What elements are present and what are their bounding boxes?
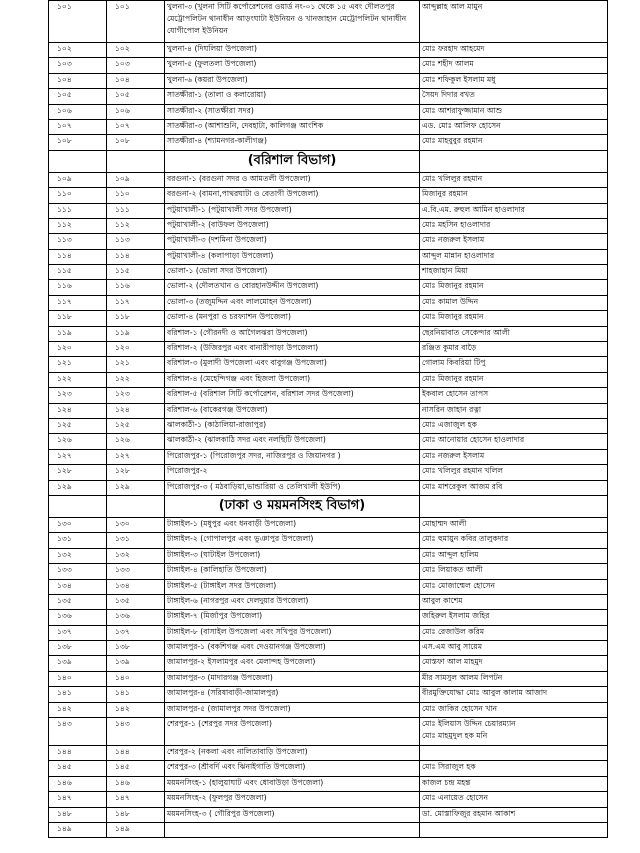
constituency-cell: ময়মনসিংহ-৩ ( গৌরিপুর উপজেলা) xyxy=(165,807,420,822)
candidate-name-cell: মোঃ আনোয়ার হোসেন হাওলাদার xyxy=(420,434,608,449)
seat-number-cell: ১০৭ xyxy=(107,119,165,134)
serial-number-cell: ১৪৮ xyxy=(49,807,107,822)
candidate-name-cell: গোলাম কিবরিয়া টিপু xyxy=(420,357,608,372)
table-row xyxy=(49,807,608,822)
constituency-cell: খুলনা-৪ (দিঘলিয়া উপজেলা) xyxy=(165,43,420,58)
seat-number-cell: ১৪৯ xyxy=(107,822,165,837)
serial-number-cell: ১৩৫ xyxy=(49,594,107,609)
candidate-name-cell: ডা. মোস্তাফিজুর রহমান আকাশ xyxy=(420,807,608,822)
constituency-cell: সাতক্ষীরা-৩ (আশাশুনি, দেবহাটা, কালিগঞ্জ আংশিক xyxy=(165,119,420,134)
serial-number-cell: ১৩১ xyxy=(49,533,107,548)
division-title: (বরিশাল বিভাগ) xyxy=(165,150,420,172)
table-row xyxy=(49,342,608,357)
table-row xyxy=(49,119,608,134)
serial-number-cell: ১৪৫ xyxy=(49,761,107,776)
table-row xyxy=(49,434,608,449)
seat-number-cell: ১৩০ xyxy=(107,517,165,532)
candidate-name-cell: জহিরুল ইসলাম জহির xyxy=(420,610,608,625)
candidate-name-cell xyxy=(420,822,608,837)
candidate-name-cell: ইকবাল হোসেন তাপস xyxy=(420,388,608,403)
seat-number-cell: ১১৪ xyxy=(107,249,165,264)
seat-number-cell: ১১৩ xyxy=(107,234,165,249)
seat-number-cell: ১০৪ xyxy=(107,73,165,88)
serial-number-cell: ১১৬ xyxy=(49,280,107,295)
division-header-row xyxy=(49,150,608,172)
seat-number-cell: ১০৫ xyxy=(107,89,165,104)
candidate-name-cell: মোস্তফা আল মাহমুদ xyxy=(420,656,608,671)
candidate-name-cell: মোঃ নজরুল ইসলাম xyxy=(420,234,608,249)
serial-number-cell: ১৪১ xyxy=(49,687,107,702)
constituency-cell: ঝালকাঠী-২ (ঝালকাঠি সদর এবং নলছিটি উপজেলা) xyxy=(165,434,420,449)
serial-number-cell: ১৪০ xyxy=(49,671,107,686)
seat-number-cell: ১২২ xyxy=(107,372,165,387)
seat-number-cell: ১১২ xyxy=(107,218,165,233)
candidate-name-cell: মোঃ হুমায়ুন কবির তালুকদার xyxy=(420,533,608,548)
empty-cell xyxy=(49,150,107,172)
candidate-name-cell: মোঃ খলিলুর রহমান খলিল xyxy=(420,465,608,480)
constituency-cell: ভোলা-১ (ভোলা সদর উপজেলা) xyxy=(165,265,420,280)
seat-number-cell: ১২০ xyxy=(107,342,165,357)
constituency-cell: ঝালকাঠী-১ (কাঠালিয়া-রাজাপুর) xyxy=(165,418,420,433)
seat-number-cell: ১৪২ xyxy=(107,702,165,717)
constituency-cell: ময়মনসিংহ-২ (ফুলপুর উপজেলা) xyxy=(165,792,420,807)
seat-number-cell: ১৪৬ xyxy=(107,776,165,791)
constituency-cell: জামালপুর-৪ (সরিষাবাড়ী-জামালপুর) xyxy=(165,687,420,702)
seat-number-cell: ১২৮ xyxy=(107,465,165,480)
constituency-cell: বরগুনা-১ (বরগুনা সদর ও আমতলী উপজেলা) xyxy=(165,172,420,187)
table-row xyxy=(49,641,608,656)
table-row xyxy=(49,218,608,233)
serial-number-cell: ১২৭ xyxy=(49,449,107,464)
serial-number-cell: ১২৪ xyxy=(49,403,107,418)
table-row xyxy=(49,135,608,150)
serial-number-cell: ১০৩ xyxy=(49,58,107,73)
serial-number-cell: ১২২ xyxy=(49,372,107,387)
serial-number-cell: ১৩০ xyxy=(49,517,107,532)
candidate-name: মোঃ ইলিয়াস উদ্দিন চেয়ারম্যান xyxy=(422,719,516,729)
serial-number-cell: ১৪৩ xyxy=(49,718,107,746)
seat-number-cell: ১০৩ xyxy=(107,58,165,73)
serial-number-cell: ১৪৭ xyxy=(49,792,107,807)
candidate-name-cell: এ.বি.এম. রুহুল আমিন হাওলাদার xyxy=(420,203,608,218)
candidate-name-cell: মোঃ মহসিন হাওলাদার xyxy=(420,218,608,233)
constituency-cell: খুলনা-৫ (ফুলতলা উপজেলা) xyxy=(165,58,420,73)
empty-cell xyxy=(107,495,165,517)
table-row xyxy=(49,533,608,548)
candidate-name-cell: মোঃ আশরাফুজ্জামান আশু xyxy=(420,104,608,119)
candidate-name-cell: মোঃ মাশরেকুল আজম রবি xyxy=(420,480,608,495)
serial-number-cell: ১১৯ xyxy=(49,326,107,341)
serial-number-cell: ১২০ xyxy=(49,342,107,357)
table-row xyxy=(49,388,608,403)
table-row xyxy=(49,718,608,746)
seat-number-cell: ১৩৬ xyxy=(107,610,165,625)
seat-number-cell: ১১৭ xyxy=(107,295,165,310)
candidate-name-cell xyxy=(420,746,608,761)
serial-number-cell: ১৩৯ xyxy=(49,656,107,671)
candidate-name-cell: মোঃ নজরুল ইসলাম xyxy=(420,449,608,464)
serial-number-cell: ১৩৪ xyxy=(49,579,107,594)
seat-number-cell: ১৩৯ xyxy=(107,656,165,671)
table-row xyxy=(49,43,608,58)
serial-number-cell: ১০৬ xyxy=(49,104,107,119)
constituency-cell: বরিশাল-১ (গৌরনদী ও আগৈলঝরা উপজেলা) xyxy=(165,326,420,341)
constituency-cell: টাঙ্গাইল-১ (মধুপুর এবং ধনবাড়ী উপজেলা) xyxy=(165,517,420,532)
table-row xyxy=(49,656,608,671)
candidate-name-cell: মোঃ জাকির হোসেন খান xyxy=(420,702,608,717)
candidate-name-cell: মোঃ ফরহাদ আহমেদ xyxy=(420,43,608,58)
serial-number-cell: ১২৩ xyxy=(49,388,107,403)
serial-number-cell: ১২৫ xyxy=(49,418,107,433)
seat-number-cell: ১০৬ xyxy=(107,104,165,119)
constituency-cell: পটুয়াখালী-৩ (দশমিনা উপজেলা) xyxy=(165,234,420,249)
serial-number-cell: ১১৩ xyxy=(49,234,107,249)
constituency-cell: বরিশাল-৪ (মেহেন্দিগঞ্জ এবং হিজলা উপজেলা) xyxy=(165,372,420,387)
table-row xyxy=(49,517,608,532)
constituency-cell: টাঙ্গাইল-৭ (মির্জাপুর উপজেলা) xyxy=(165,610,420,625)
seat-number-cell: ১১৮ xyxy=(107,311,165,326)
table-row xyxy=(49,89,608,104)
table-row xyxy=(49,249,608,264)
candidate-name-cell: মোহাম্মদ আলী xyxy=(420,517,608,532)
serial-number-cell: ১১৭ xyxy=(49,295,107,310)
table-row xyxy=(49,564,608,579)
table-row xyxy=(49,418,608,433)
table-row xyxy=(49,188,608,203)
serial-number-cell: ১১০ xyxy=(49,188,107,203)
table-row xyxy=(49,671,608,686)
seat-number-cell: ১৪৭ xyxy=(107,792,165,807)
candidate-name-cell: এস.এম আবু সায়েম xyxy=(420,641,608,656)
table-row xyxy=(49,480,608,495)
constituency-cell: বরিশাল-২ (উজিরপুর এবং বানারীপাড়া উপজেলা) xyxy=(165,342,420,357)
candidate-name-cell: মোঃ মিজানুর রহমান xyxy=(420,372,608,387)
serial-number-cell: ১১২ xyxy=(49,218,107,233)
constituency-cell: টাঙ্গাইল-৩ (ঘাটাইল উপজেলা) xyxy=(165,548,420,563)
candidate-name-cell: ছেরনিয়াবাত সেকেন্দার আলী xyxy=(420,326,608,341)
constituency-cell: পটুয়াখালী-৪ (কলাপাড়া উপজেলা) xyxy=(165,249,420,264)
seat-number-cell: ১১৯ xyxy=(107,326,165,341)
serial-number-cell: ১০৪ xyxy=(49,73,107,88)
candidate-name-cell: মোঃ মিজানুর রহমান xyxy=(420,280,608,295)
constituency-cell: পিরোজপুর-২ xyxy=(165,465,420,480)
constituency-cell: টাঙ্গাইল-৮ (বাসাইল উপজেলা এবং সখিপুর উপজেলা) xyxy=(165,625,420,640)
table-row xyxy=(49,73,608,88)
serial-number-cell: ১০১ xyxy=(49,1,107,43)
table-row xyxy=(49,702,608,717)
candidate-name-cell: মোঃ মাহবুবুর রহমান xyxy=(420,135,608,150)
serial-number-cell: ১০৯ xyxy=(49,172,107,187)
candidate-list-page xyxy=(48,0,607,838)
constituency-cell: জামালপুর-৫ (জামালপুর সদর উপজেলা) xyxy=(165,702,420,717)
seat-number-cell: ১৩৭ xyxy=(107,625,165,640)
candidate-name-cell: মোঃ মিজানুর রহমান xyxy=(420,311,608,326)
serial-number-cell: ১৩৭ xyxy=(49,625,107,640)
division-title: (ঢাকা ও ময়মনসিংহ বিভাগ) xyxy=(165,495,420,517)
constituency-cell: বরগুনা-২ (বামনা,পাথরঘাটা ও বেতাগী উপজেলা) xyxy=(165,188,420,203)
seat-number-cell: ১৩৩ xyxy=(107,564,165,579)
table-row xyxy=(49,792,608,807)
table-row xyxy=(49,403,608,418)
serial-number-cell: ১৩৩ xyxy=(49,564,107,579)
serial-number-cell: ১০২ xyxy=(49,43,107,58)
serial-number-cell: ১৩২ xyxy=(49,548,107,563)
table-row xyxy=(49,1,608,43)
serial-number-cell: ১১৪ xyxy=(49,249,107,264)
table-row xyxy=(49,203,608,218)
seat-number-cell: ১০৯ xyxy=(107,172,165,187)
candidate-name-cell: আবুল কাশেম xyxy=(420,594,608,609)
seat-number-cell: ১০১ xyxy=(107,1,165,43)
constituency-cell: সাতক্ষীরা-২ (সাতক্ষীরা সদর) xyxy=(165,104,420,119)
candidate-name-cell: সৈয়দ দিদার বখত xyxy=(420,89,608,104)
candidate-name-cell: বীরমুক্তিযোদ্ধা মোঃ আবুল কালাম আজাদ xyxy=(420,687,608,702)
serial-number-cell: ১৪৯ xyxy=(49,822,107,837)
candidate-name-cell xyxy=(420,718,608,746)
table-row xyxy=(49,449,608,464)
candidate-name-cell: শাহজাহান মিয়া xyxy=(420,265,608,280)
candidate-table xyxy=(48,0,608,838)
candidate-name-cell: কাজল চন্দ্র মহন্ত xyxy=(420,776,608,791)
candidate-name-cell: মোঃ কামাল উদ্দিন xyxy=(420,295,608,310)
constituency-cell: পটুয়াখালী-১ (পটুয়াখালী সদর উপজেলা) xyxy=(165,203,420,218)
constituency-cell: শেরপুর-৩ (শ্রীবর্দি এবং ঝিনাইগাতি উপজেলা) xyxy=(165,761,420,776)
division-header-row xyxy=(49,495,608,517)
table-row xyxy=(49,234,608,249)
serial-number-cell: ১৩৬ xyxy=(49,610,107,625)
table-row xyxy=(49,295,608,310)
seat-number-cell: ১১১ xyxy=(107,203,165,218)
table-row xyxy=(49,357,608,372)
table-row xyxy=(49,579,608,594)
table-row xyxy=(49,761,608,776)
table-row xyxy=(49,311,608,326)
constituency-cell: শেরপুর-১ (শেরপুর সদর উপজেলা) xyxy=(165,718,420,746)
table-row xyxy=(49,776,608,791)
constituency-cell: পিরোজপুর-১ (পিরোজপুর সদর, নাজিরপুর ও জিয়ানগর ) xyxy=(165,449,420,464)
constituency-cell: টাঙ্গাইল-৪ (কালিহাতি উপজেলা) xyxy=(165,564,420,579)
serial-number-cell: ১৩৮ xyxy=(49,641,107,656)
seat-number-cell: ১৩৫ xyxy=(107,594,165,609)
table-row xyxy=(49,280,608,295)
constituency-cell: ময়মনসিংহ-১ (হালুয়াঘাট এবং ধোবাউড়া উপজেলা) xyxy=(165,776,420,791)
candidate-name-cell: মোঃ এজাজুল হক xyxy=(420,418,608,433)
table-row xyxy=(49,594,608,609)
seat-number-cell: ১১৫ xyxy=(107,265,165,280)
seat-number-cell: ১১৬ xyxy=(107,280,165,295)
serial-number-cell: ১২১ xyxy=(49,357,107,372)
serial-number-cell: ১২৯ xyxy=(49,480,107,495)
seat-number-cell: ১৩৮ xyxy=(107,641,165,656)
table-row xyxy=(49,372,608,387)
table-row xyxy=(49,104,608,119)
constituency-cell: জামালপুর-২ ইসলামপুর এবং মেলান্দহ উপজেলা) xyxy=(165,656,420,671)
serial-number-cell: ১৪৬ xyxy=(49,776,107,791)
constituency-cell: টাঙ্গাইল-৫ (টাঙ্গাইল সদর উপজেলা) xyxy=(165,579,420,594)
constituency-cell: ভোলা-৪ (মনপুরা ও চরফ্যাশন উপজেলা) xyxy=(165,311,420,326)
seat-number-cell: ১২৪ xyxy=(107,403,165,418)
constituency-cell: ভোলা-৩ (তজুমদ্দিন এবং লালমোহন উপজেলা) xyxy=(165,295,420,310)
table-row xyxy=(49,172,608,187)
seat-number-cell: ১৪০ xyxy=(107,671,165,686)
constituency-cell xyxy=(165,822,420,837)
serial-number-cell: ১০৫ xyxy=(49,89,107,104)
seat-number-cell: ১০২ xyxy=(107,43,165,58)
serial-number-cell: ১২৮ xyxy=(49,465,107,480)
seat-number-cell: ১২৫ xyxy=(107,418,165,433)
seat-number-cell: ১৪৫ xyxy=(107,761,165,776)
constituency-cell: ভোলা-২ (দৌলতখান ও বোরহানউদ্দীন উপজেলা) xyxy=(165,280,420,295)
seat-number-cell: ১২৭ xyxy=(107,449,165,464)
candidate-name-cell: মোঃ শহীদ আলম xyxy=(420,58,608,73)
constituency-cell: টাঙ্গাইল-৬ (নাগরপুর এবং দেলদুয়ার উপজেলা) xyxy=(165,594,420,609)
candidate-table-body xyxy=(49,1,608,838)
seat-number-cell: ১২৯ xyxy=(107,480,165,495)
constituency-cell: সাতক্ষীরা-১ (তালা ও কলারোয়া) xyxy=(165,89,420,104)
candidate-name-cell: মোঃ খলিলুর রহমান xyxy=(420,172,608,187)
candidate-name-cell: মিজানুর রহমান xyxy=(420,188,608,203)
seat-number-cell: ১২৬ xyxy=(107,434,165,449)
candidate-name-cell: আব্দুল মান্নান হাওলাদার xyxy=(420,249,608,264)
constituency-cell: খুলনা-৩ (খুলনা সিটি কর্পোরেশনের ওয়ার্ড নং-০১ থেকে ১৫ এবং দৌলতপুর মেট্রোপলিটন থানাধীন আড়ংঘাটা ইউনিয়ন ও খানজাহান মেট্রোপলিটন থানাধীন যোগীপোল ইউনিয়ন xyxy=(165,1,420,43)
table-row xyxy=(49,58,608,73)
candidate-name-secondary: মোঃ মাহমুদুল হক মনি xyxy=(422,731,488,741)
seat-number-cell: ১৪৪ xyxy=(107,746,165,761)
seat-number-cell: ১৪৮ xyxy=(107,807,165,822)
candidate-name-cell: রঞ্জিত কুমার বাড়ৈ xyxy=(420,342,608,357)
candidate-name-cell: মোঃ রেজাউল করিম xyxy=(420,625,608,640)
table-row xyxy=(49,746,608,761)
serial-number-cell: ১১১ xyxy=(49,203,107,218)
empty-cell xyxy=(420,150,608,172)
candidate-name-cell: নাসরিন জাহান রত্না xyxy=(420,403,608,418)
constituency-cell: খুলনা-৬ (কয়রা উপজেলা) xyxy=(165,73,420,88)
empty-cell xyxy=(107,150,165,172)
seat-number-cell: ১৪৩ xyxy=(107,718,165,746)
table-row xyxy=(49,822,608,837)
constituency-cell: জামালপুর-১ (বকশিগঞ্জ এবং দেওয়ানগঞ্জ উপজেলা) xyxy=(165,641,420,656)
constituency-cell: জামালপুর-৩ (মাদারগঞ্জ উপজেলা) xyxy=(165,671,420,686)
seat-number-cell: ১৩১ xyxy=(107,533,165,548)
serial-number-cell: ১৪২ xyxy=(49,702,107,717)
empty-cell xyxy=(420,495,608,517)
constituency-cell: বরিশাল-৩ (মুলাদী উপজেলা এবং বাবুগঞ্জ উপজেলা) xyxy=(165,357,420,372)
serial-number-cell: ১১৮ xyxy=(49,311,107,326)
serial-number-cell: ১৪৪ xyxy=(49,746,107,761)
candidate-name-cell: মোঃ আব্দুল হালিম xyxy=(420,548,608,563)
constituency-cell: পটুয়াখালী-২ (বাউফল উপজেলা) xyxy=(165,218,420,233)
seat-number-cell: ১৩২ xyxy=(107,548,165,563)
constituency-cell: শেরপুর-২ (নকলা এবং নালিতাবাড়ি উপজেলা) xyxy=(165,746,420,761)
candidate-name-cell: মোঃ লিয়াকত আলী xyxy=(420,564,608,579)
candidate-name-cell: মোঃ এনায়েত হোসেন xyxy=(420,792,608,807)
constituency-cell: টাঙ্গাইল-২ (গোপালপুর এবং ভুঞাপুর উপজেলা) xyxy=(165,533,420,548)
candidate-name-cell: মোঃ শফিকুল ইসলাম মধু xyxy=(420,73,608,88)
candidate-name-cell: এড. মোঃ আলিফ হোসেন xyxy=(420,119,608,134)
table-row xyxy=(49,625,608,640)
seat-number-cell: ১০৮ xyxy=(107,135,165,150)
candidate-name-cell: মোঃ মোজাম্মেল হোসেন xyxy=(420,579,608,594)
table-row xyxy=(49,687,608,702)
constituency-cell: পিরোজপুর-৩ ( মঠবাড়িয়া,ভান্ডারিয়া ও তেলিখালী ইউপি) xyxy=(165,480,420,495)
serial-number-cell: ১২৬ xyxy=(49,434,107,449)
constituency-cell: বরিশাল-৫ (বরিশাল সিটি কর্পোরেশন, বরিশাল সদর উপজেলা) xyxy=(165,388,420,403)
table-row xyxy=(49,548,608,563)
seat-number-cell: ১২১ xyxy=(107,357,165,372)
table-row xyxy=(49,326,608,341)
serial-number-cell: ১০৮ xyxy=(49,135,107,150)
empty-cell xyxy=(49,495,107,517)
candidate-name-cell: মীর সামসুল আলম লিপটন xyxy=(420,671,608,686)
candidate-name-cell: মোঃ সিরাজুল হক xyxy=(420,761,608,776)
seat-number-cell: ১২৩ xyxy=(107,388,165,403)
constituency-cell: বরিশাল-৬ (বাকেরগঞ্জ উপজেলা) xyxy=(165,403,420,418)
candidate-name-cell: আব্দুল্লাহ আল মামুন xyxy=(420,1,608,43)
table-row xyxy=(49,265,608,280)
serial-number-cell: ১১৫ xyxy=(49,265,107,280)
seat-number-cell: ১৪১ xyxy=(107,687,165,702)
constituency-cell: সাতক্ষীরা-৪ (শ্যামনগর-কালীগঞ্জ) xyxy=(165,135,420,150)
seat-number-cell: ১৩৪ xyxy=(107,579,165,594)
serial-number-cell: ১০৭ xyxy=(49,119,107,134)
table-row xyxy=(49,610,608,625)
table-row xyxy=(49,465,608,480)
seat-number-cell: ১১০ xyxy=(107,188,165,203)
